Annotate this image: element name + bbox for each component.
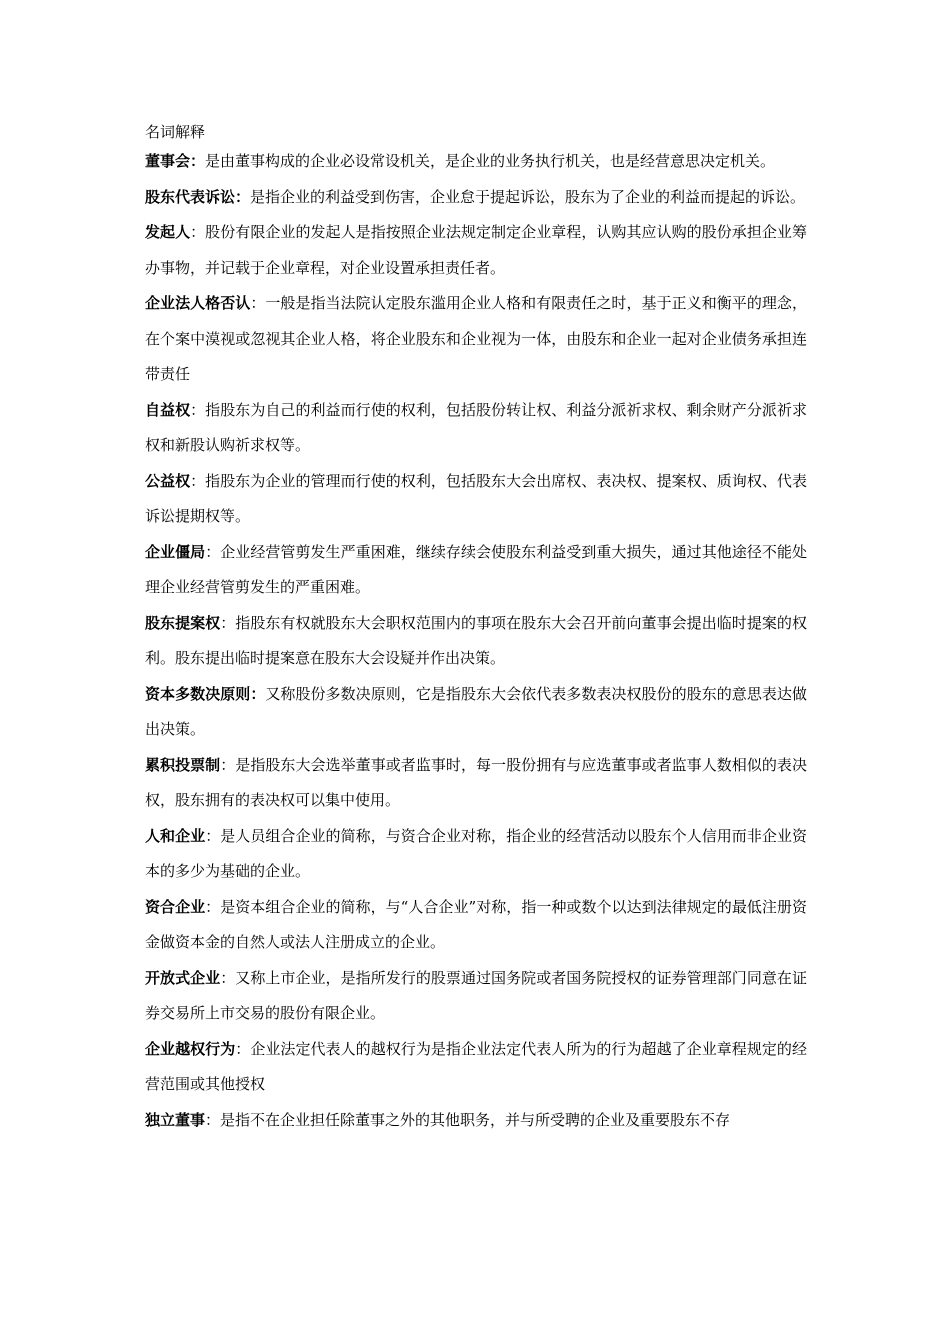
entry-term: 资合企业 bbox=[145, 897, 206, 916]
entry-definition: ：指股东为自己的利益而行使的权利，包括股份转让权、利益分派祈求权、剩余财产分派祈求权和新股认购祈求权等。 bbox=[145, 400, 807, 454]
entry-definition: ：是资本组合企业的简称，与“人合企业”对称，指一种或数个以达到法律规定的最低注册资金做资本金的自然人或法人注册成立的企业。 bbox=[145, 897, 807, 951]
entry-definition: ：是人员组合企业的简称，与资合企业对称，指企业的经营活动以股东个人信用而非企业资本的多少为基础的企业。 bbox=[145, 826, 807, 880]
entry-term: 企业法人格否认 bbox=[145, 294, 251, 312]
entry-derivative-suit bbox=[145, 180, 807, 216]
entry-board-of-directors bbox=[145, 144, 807, 180]
entry-term: 资本多数决原则： bbox=[145, 684, 266, 703]
entry-independent-director bbox=[145, 1103, 807, 1139]
entry-definition: 又称股份多数决原则，它是指股东大会依代表多数表决权股份的股东的意思表达做出决策。 bbox=[145, 684, 807, 738]
entry-term: 开放式企业 bbox=[145, 968, 221, 987]
entry-term: 股东代表诉讼： bbox=[145, 187, 251, 206]
entry-definition: ：一般是指当法院认定股东滥用企业人格和有限责任之时，基于正义和衡平的理念，在个案中漠视或忽视其企业人格，将企业股东和企业视为一体，由股东和企业一起对企业债务承担连带责任 bbox=[145, 294, 807, 383]
document-title: 名词解释 bbox=[145, 123, 206, 141]
entry-promoter bbox=[145, 215, 807, 286]
entry-capital-company bbox=[145, 890, 807, 961]
entry-capital-majority-rule bbox=[145, 677, 807, 748]
entry-term: 自益权 bbox=[145, 400, 191, 419]
entry-open-company bbox=[145, 961, 807, 1032]
entry-term: 股东提案权 bbox=[145, 613, 221, 632]
entry-definition: ：是指不在企业担任除董事之外的其他职务，并与所受聘的企业及重要股东不存 bbox=[205, 1110, 731, 1129]
entry-ultra-vires bbox=[145, 1032, 807, 1103]
entry-term: 董事会： bbox=[145, 152, 206, 170]
entry-veil-piercing bbox=[145, 286, 807, 393]
entry-definition: ：又称上市企业，是指所发行的股票通过国务院或者国务院授权的证券管理部门同意在证券交易所上市交易的股份有限企业。 bbox=[145, 968, 807, 1022]
entry-personal-company bbox=[145, 819, 807, 890]
entry-definition: 是指企业的利益受到伤害，企业怠于提起诉讼，股东为了企业的利益而提起的诉讼。 bbox=[250, 187, 806, 206]
entry-definition: ：指股东为企业的管理而行使的权利，包括股东大会出席权、表决权、提案权、质询权、代表诉讼提期权等。 bbox=[145, 471, 807, 525]
entry-public-interest-right bbox=[145, 464, 807, 535]
entry-self-interest-right bbox=[145, 393, 807, 464]
entry-proposal-right bbox=[145, 606, 807, 677]
entry-corporate-deadlock bbox=[145, 535, 807, 606]
entry-term: 人和企业 bbox=[145, 826, 206, 845]
entry-term: 发起人 bbox=[145, 223, 191, 241]
document-page bbox=[145, 122, 807, 1138]
entry-definition: ：企业法定代表人的越权行为是指企业法定代表人所为的行为超越了企业章程规定的经营范围或其他授权 bbox=[145, 1039, 807, 1093]
entry-definition: ：企业经营管剪发生严重困难，继续存续会使股东利益受到重大损失，通过其他途径不能处理企业经营管剪发生的严重困难。 bbox=[145, 542, 807, 596]
entry-term: 企业越权行为 bbox=[145, 1039, 236, 1058]
entry-definition: 是由董事构成的企业必设常设机关，是企业的业务执行机关，也是经营意思决定机关。 bbox=[205, 152, 776, 170]
entry-definition: ：是指股东大会选举董事或者监事时，每一股份拥有与应选董事或者监事人数相似的表决权，股东拥有的表决权可以集中使用。 bbox=[145, 755, 807, 809]
entry-term: 独立董事 bbox=[145, 1110, 206, 1129]
entry-term: 公益权 bbox=[145, 471, 191, 490]
entry-term: 累积投票制 bbox=[145, 755, 221, 774]
entry-cumulative-voting bbox=[145, 748, 807, 819]
entry-definition: ：指股东有权就股东大会职权范围内的事项在股东大会召开前向董事会提出临时提案的权利。股东提出临时提案意在股东大会设疑并作出决策。 bbox=[145, 613, 807, 667]
entry-term: 企业僵局 bbox=[145, 542, 206, 561]
entry-definition: ：股份有限企业的发起人是指按照企业法规定制定企业章程，认购其应认购的股份承担企业筹办事物，并记载于企业章程，对企业设置承担责任者。 bbox=[145, 223, 807, 277]
